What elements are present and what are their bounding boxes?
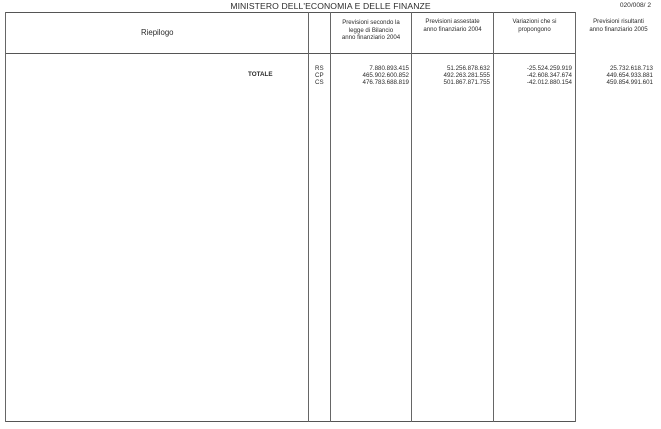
code-rs: RS (315, 65, 324, 72)
prev-risultanti-header (576, 18, 661, 33)
value-cell: -25.524.259.919 (526, 65, 572, 72)
prev-bilancio-header (331, 19, 411, 42)
value-cell: 25.732.618.713 (609, 65, 653, 72)
prev-bilancio-values (331, 65, 409, 86)
header-line: Variazioni che si (512, 18, 557, 25)
column-divider (308, 12, 309, 422)
header-bottom-border (5, 53, 576, 54)
variazioni-values (494, 65, 572, 86)
value-cell: 501.867.871.755 (443, 79, 490, 86)
header-line: anno finanziario 2004 (423, 25, 482, 33)
row-codes (315, 65, 324, 86)
prev-risultanti-values (576, 65, 653, 86)
value-cell: 7.880.893.415 (369, 65, 409, 72)
column-divider (5, 12, 6, 422)
value-cell: 51.256.878.632 (446, 65, 490, 72)
header-line: propongono (518, 25, 551, 33)
value-cell: -42.608.347.674 (526, 72, 572, 79)
header-line: legge di Bilancio (348, 26, 394, 34)
header-line: Previsioni secondo la (342, 19, 400, 26)
value-cell: 449.654.933.881 (606, 72, 653, 79)
value-cell: 459.854.991.601 (606, 79, 653, 86)
code-cp: CP (315, 72, 324, 79)
riepilogo-header: Riepilogo (141, 28, 174, 37)
ministry-title: MINISTERO DELL'ECONOMIA E DELLE FINANZE (230, 1, 431, 11)
table-top-border (5, 12, 576, 13)
header-line: anno finanziario 2004 (341, 34, 401, 41)
header-line: Previsioni risultanti (593, 18, 644, 25)
header-line: Previsioni assestate (425, 18, 480, 25)
prev-assestate-values (412, 65, 490, 86)
code-cs: CS (315, 79, 324, 86)
value-cell: 492.263.281.555 (443, 72, 490, 79)
value-cell: 465.902.600.852 (362, 72, 409, 79)
prev-assestate-header (412, 18, 493, 33)
header-line: anno finanziario 2005 (589, 25, 648, 33)
value-cell: -42.012.880.154 (526, 79, 572, 86)
value-cell: 476.783.688.819 (362, 79, 409, 86)
totale-label: TOTALE (248, 71, 273, 78)
table-bottom-border (5, 421, 576, 422)
page-code: 020/008/ 2 (619, 2, 651, 9)
variazioni-header (494, 18, 575, 33)
